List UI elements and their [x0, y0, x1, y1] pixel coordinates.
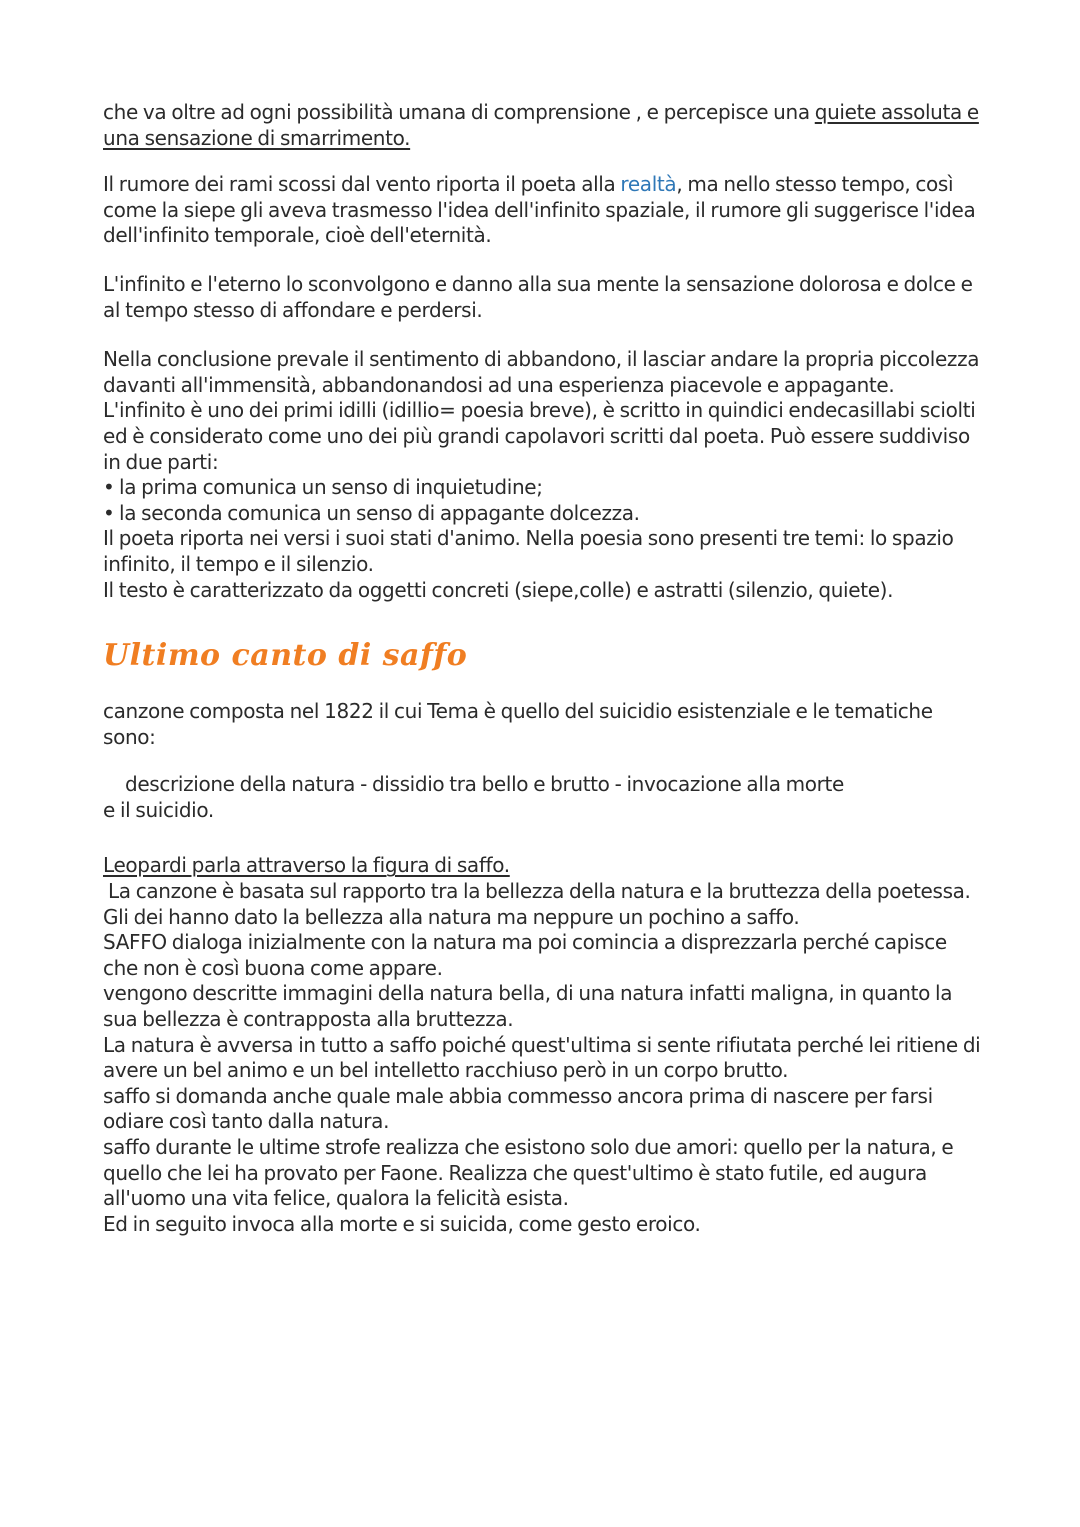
bullet-icon: •: [103, 475, 115, 500]
paragraph-body: vengono descritte immagini della natura bella, di una natura infatti maligna, in quanto la sua bellezza è contrapposta alla bruttezza.: [103, 981, 953, 1032]
paragraph-conclusione: Nella conclusione prevale il sentimento di abbandono, il lasciar andare la propria piccolezza davanti all'immensità, abbandonandosi ad una esperienza piacevole e appagante.: [103, 347, 980, 397]
bullet-item: [103, 501, 983, 527]
paragraph-text: , ma nello stesso tempo, così come la siepe gli aveva trasmesso l'idea dell'infinito spaziale, il rumore gli suggerisce l'idea dell'infinito temporale, cioè dell'eternità.: [103, 172, 976, 248]
paragraph-text: che va oltre ad ogni possibilità umana di comprensione , e percepisce una: [103, 100, 815, 124]
bullet-icon: •: [103, 500, 115, 525]
paragraph-infinito-eterno: L'infinito e l'eterno lo sconvolgono e danno alla sua mente la sensazione dolorosa e dolce e al tempo stesso di affondare e perdersi.: [103, 271, 973, 322]
paragraph-text: Il rumore dei rami scossi dal vento riporta il poeta alla: [103, 172, 621, 197]
highlighted-word: realtà: [620, 172, 677, 197]
paragraph-temi: Il poeta riporta nei versi i suoi stati d'animo. Nella poesia sono presenti tre temi: lo spazio infinito, il tempo e il silenzio.: [103, 526, 954, 576]
themes-list: [103, 772, 983, 823]
themes-line: descrizione della natura - dissidio tra bello e brutto - invocazione alla morte: [125, 772, 845, 797]
themes-line: e il suicidio.: [103, 797, 214, 822]
paragraph-body: La natura è avversa in tutto a saffo poiché quest'ultima si sente rifiutata perché lei ritiene di avere un bel animo e un bel intelletto racchiuso però in un corpo brutto.: [103, 1032, 981, 1083]
paragraph-body: La canzone è basata sul rapporto tra la bellezza della natura e la bruttezza della poetessa.: [103, 879, 971, 904]
document-page: [103, 100, 983, 1237]
paragraph-idilli: L'infinito è uno dei primi idilli (idillio= poesia breve), è scritto in quindici endecasillabi sciolti ed è considerato come uno dei più grandi capolavori scritti dal poeta. Può essere suddiviso in due parti:: [103, 398, 976, 474]
underlined-sentence: Leopardi parla attraverso la figura di saffo.: [103, 853, 510, 878]
paragraph-rumore: [103, 172, 983, 249]
paragraph-quiete: [103, 100, 983, 151]
bullet-text: la prima comunica un senso di inquietudine;: [119, 475, 543, 500]
bullet-item: [103, 475, 983, 501]
paragraph-body: SAFFO dialoga inizialmente con la natura ma poi comincia a disprezzarla perché capisce che non è così buona come appare.: [103, 930, 947, 980]
paragraph-canzone: canzone composta nel 1822 il cui Tema è quello del suicidio esistenziale e le tematiche sono:: [103, 699, 933, 749]
paragraph-body: Ed in seguito invoca alla morte e si suicida, come gesto eroico.: [103, 1211, 701, 1236]
underlined-phrase: quiete assoluta e una sensazione di smarrimento.: [103, 100, 979, 150]
section-heading: Ultimo canto di saffo: [103, 638, 468, 674]
paragraph-body: saffo si domanda anche quale male abbia commesso ancora prima di nascere per farsi odiare così tanto dalla natura.: [103, 1083, 933, 1134]
paragraph-body: saffo durante le ultime strofe realizza che esistono solo due amori: quello per la natura, e quello che lei ha provato per Faone. Realizza che quest'ultimo è stato futile, ed augura all'uomo una vita felice, qualora la felicità esista.: [103, 1135, 954, 1211]
paragraph-body: Gli dei hanno dato la bellezza alla natura ma neppure un pochino a saffo.: [103, 904, 800, 929]
bullet-text: la seconda comunica un senso di appagante dolcezza.: [119, 500, 640, 525]
paragraph-oggetti: Il testo è caratterizzato da oggetti concreti (siepe,colle) e astratti (silenzio, quiete).: [103, 577, 894, 602]
